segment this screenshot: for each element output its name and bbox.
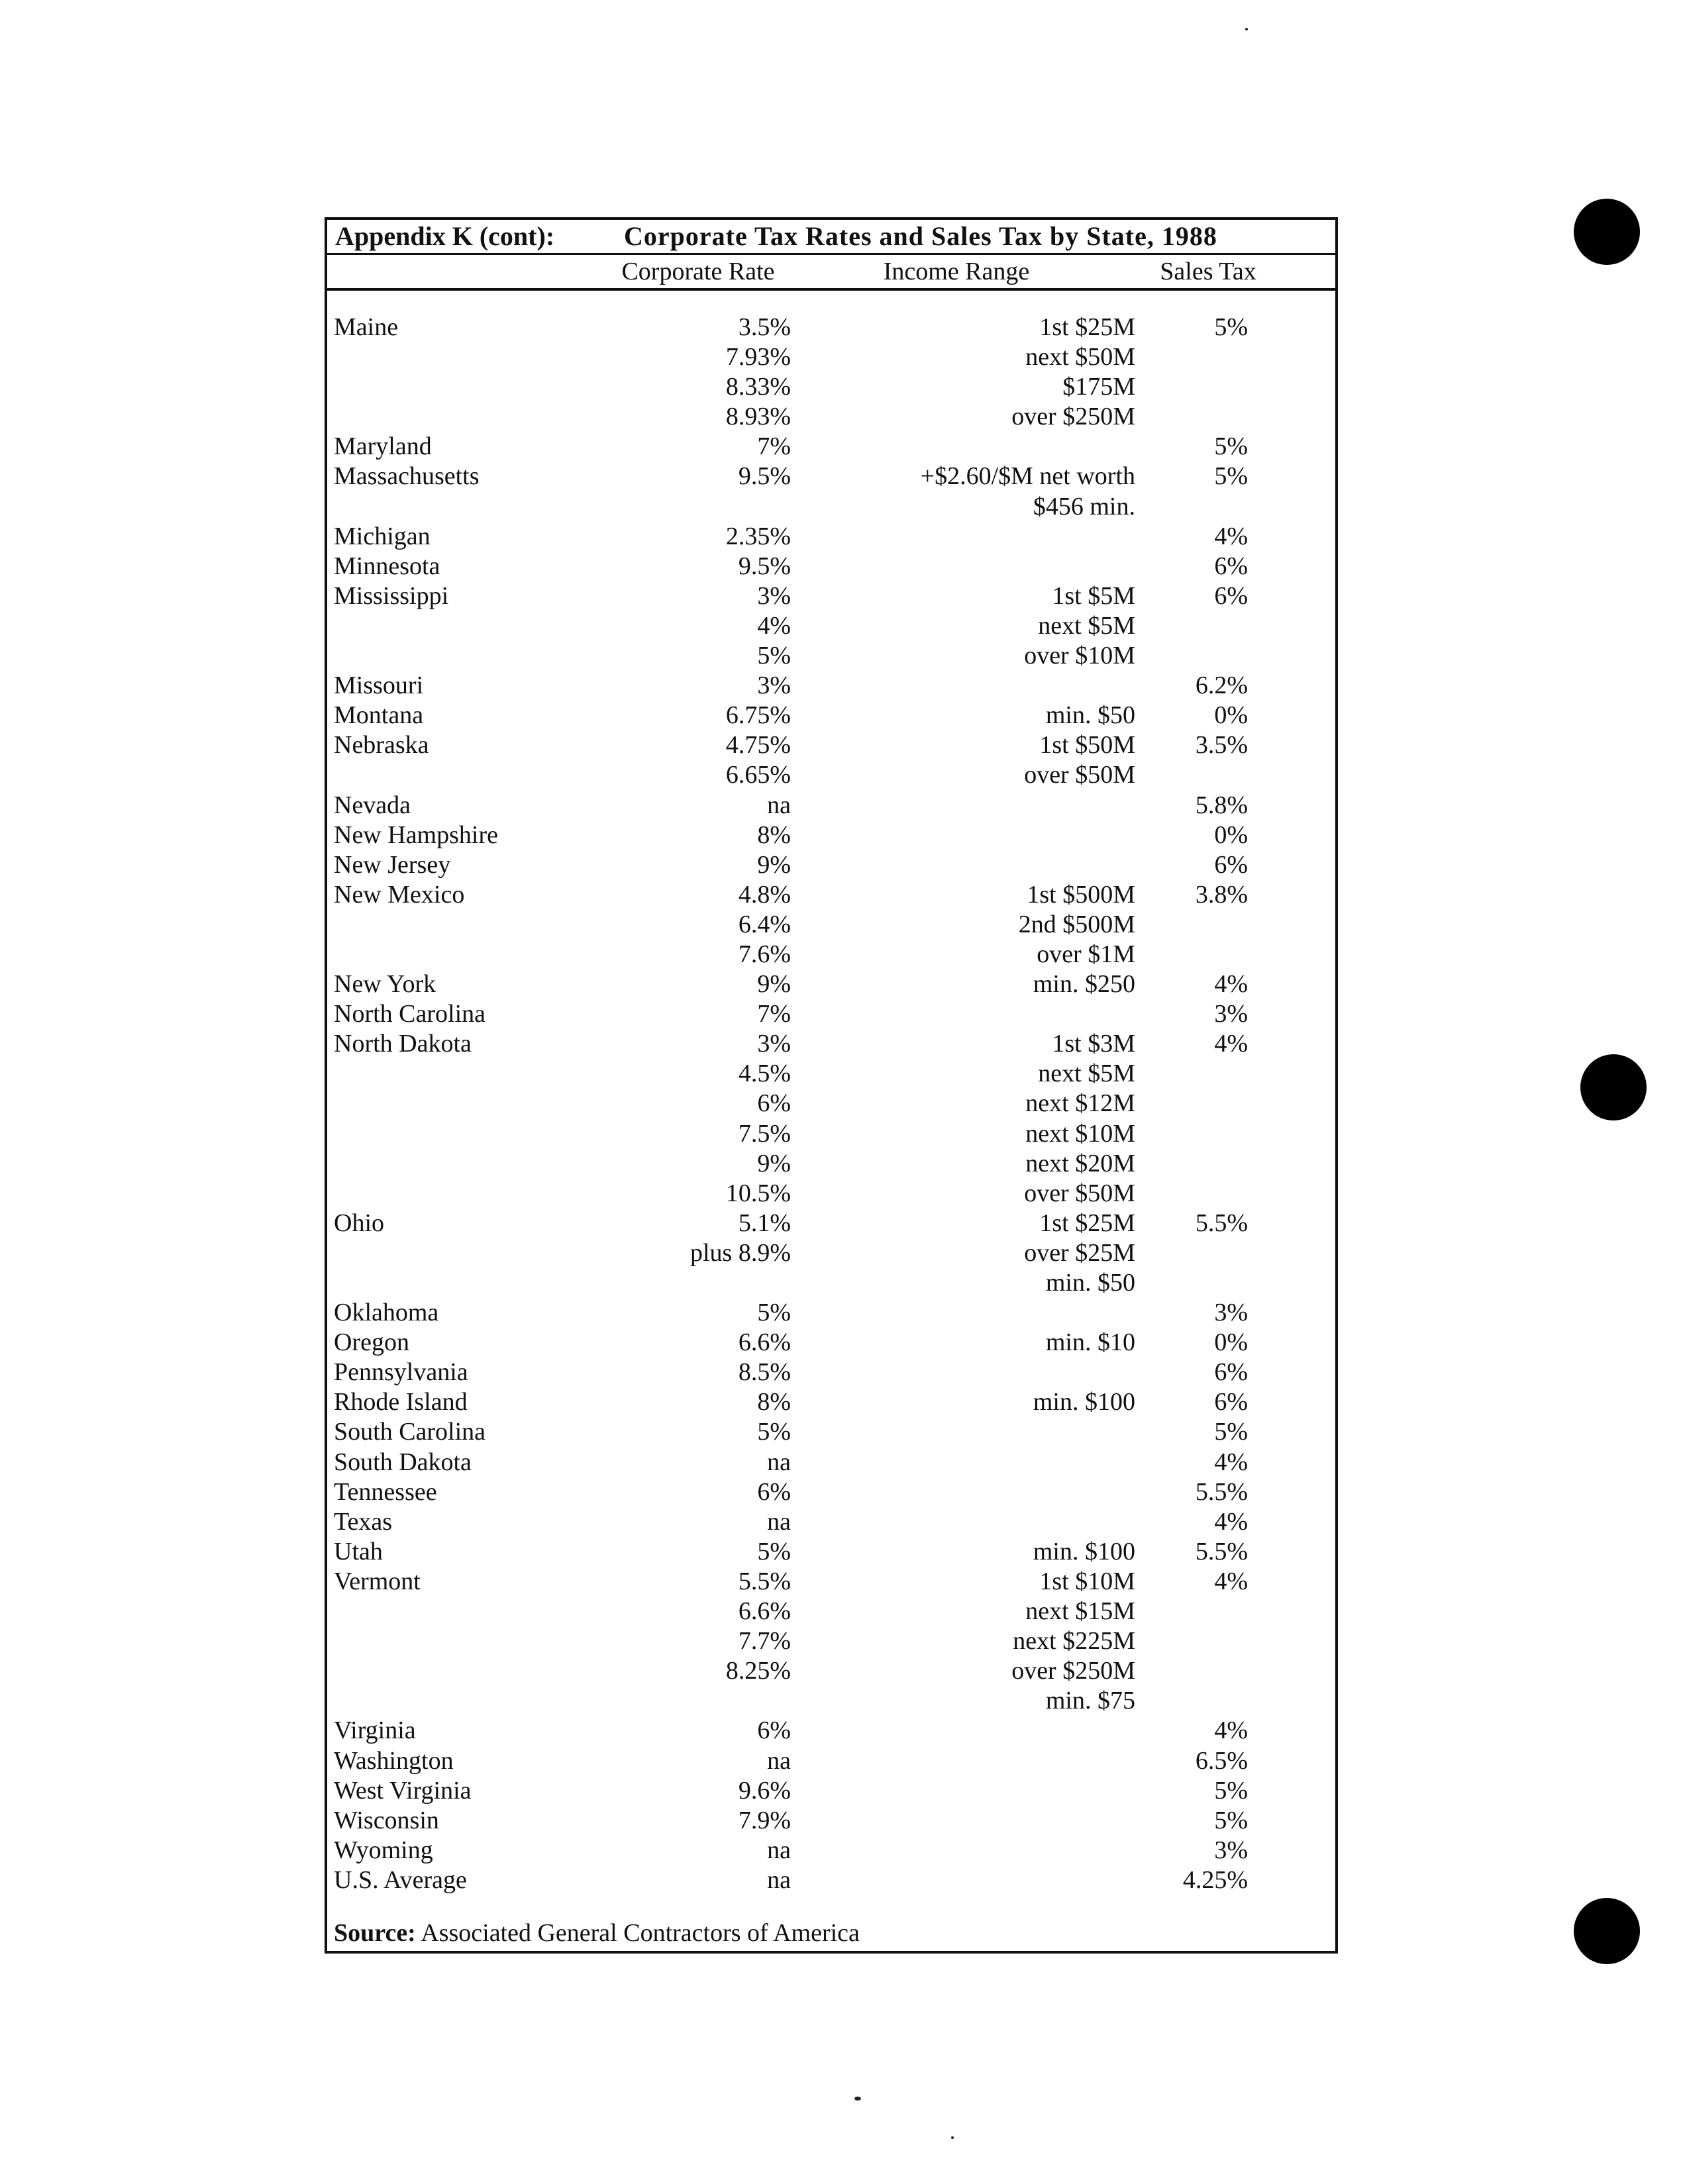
state-cell: Missouri	[334, 671, 424, 700]
sales-cell: 3.8%	[1195, 880, 1248, 909]
rate-cell: 8.93%	[725, 403, 791, 431]
sales-cell: 3%	[1214, 1299, 1248, 1327]
sales-cell: 0%	[1214, 701, 1248, 730]
state-cell: Mississippi	[334, 581, 449, 610]
sales-cell: 0%	[1214, 820, 1248, 849]
table-row	[327, 641, 1335, 671]
table-row	[327, 432, 1335, 462]
table-row	[327, 1507, 1335, 1537]
table-row	[327, 1597, 1335, 1626]
rate-cell: 3%	[757, 581, 791, 610]
rate-cell: plus 8.9%	[690, 1238, 791, 1267]
rate-cell: 6.65%	[725, 761, 791, 789]
rate-cell: 7.9%	[738, 1806, 791, 1834]
appendix-label: Appendix K (cont):	[335, 221, 555, 251]
range-cell: next $5M	[1038, 611, 1135, 640]
source-text: Associated General Contractors of America	[421, 1919, 860, 1947]
table-row	[327, 552, 1335, 581]
sales-cell: 6%	[1214, 1388, 1248, 1416]
range-cell: 1st $10M	[1039, 1567, 1135, 1595]
table-row	[327, 313, 1335, 342]
state-cell: Massachusetts	[334, 462, 480, 491]
table-row	[327, 760, 1335, 790]
table-row	[327, 1686, 1335, 1716]
table-row	[327, 1836, 1335, 1865]
range-cell: +$2.60/$M net worth	[920, 462, 1135, 491]
scan-speck	[854, 2097, 861, 2101]
state-cell: Tennessee	[334, 1477, 437, 1506]
state-cell: Nevada	[334, 791, 411, 819]
table-row	[327, 1448, 1335, 1477]
rate-cell: 4.75%	[725, 731, 791, 760]
table-row	[327, 969, 1335, 999]
range-cell: 1st $3M	[1052, 1030, 1135, 1058]
range-cell: 1st $25M	[1039, 313, 1135, 341]
rate-cell: na	[767, 1507, 791, 1536]
table-row	[327, 850, 1335, 880]
table-row	[327, 701, 1335, 730]
rate-cell: 7%	[757, 432, 791, 461]
sales-cell: 4.25%	[1182, 1865, 1248, 1894]
sales-cell: 5%	[1214, 432, 1248, 461]
table-row	[327, 1865, 1335, 1895]
sales-cell: 5.5%	[1195, 1209, 1248, 1237]
range-cell: min. $75	[1045, 1687, 1135, 1715]
state-cell: New Hampshire	[334, 820, 498, 849]
table-row	[327, 1567, 1335, 1597]
rate-cell: 9.6%	[738, 1776, 791, 1805]
rate-cell: 9%	[757, 850, 791, 879]
sales-cell: 4%	[1214, 970, 1248, 999]
range-cell: min. $250	[1033, 970, 1135, 999]
sales-cell: 5%	[1214, 1418, 1248, 1446]
rate-cell: na	[767, 791, 791, 819]
state-cell: Oklahoma	[334, 1299, 439, 1327]
rate-cell: 6%	[757, 1089, 791, 1118]
punch-hole-top	[1574, 199, 1640, 265]
rate-cell: 6.4%	[738, 910, 791, 938]
sales-cell: 6.2%	[1195, 671, 1248, 700]
table-row	[327, 880, 1335, 910]
state-cell: Vermont	[334, 1567, 421, 1595]
range-cell: next $5M	[1038, 1060, 1135, 1088]
rate-cell: 5%	[757, 1299, 791, 1327]
rate-cell: 8.25%	[725, 1657, 791, 1685]
range-cell: over $250M	[1011, 403, 1135, 431]
state-cell: South Carolina	[334, 1418, 486, 1446]
rate-cell: 6.6%	[738, 1328, 791, 1357]
sales-cell: 5%	[1214, 462, 1248, 491]
state-cell: North Carolina	[334, 1000, 486, 1028]
table-row	[327, 1358, 1335, 1387]
source-note	[334, 1918, 860, 1948]
scan-speck	[1245, 28, 1248, 30]
table-row	[327, 791, 1335, 820]
rate-cell: 10.5%	[725, 1179, 791, 1207]
sales-cell: 6.5%	[1195, 1746, 1248, 1775]
sales-cell: 4%	[1214, 1716, 1248, 1745]
state-cell: New York	[334, 970, 436, 999]
state-cell: Texas	[334, 1507, 393, 1536]
table-row	[327, 1119, 1335, 1149]
sales-cell: 4%	[1214, 522, 1248, 550]
range-cell: min. $100	[1033, 1537, 1135, 1565]
sales-cell: 5%	[1214, 1776, 1248, 1805]
header-corporate-rate: Corporate Rate	[621, 258, 775, 285]
rate-cell: na	[767, 1448, 791, 1476]
table-row	[327, 1806, 1335, 1836]
table-row	[327, 492, 1335, 522]
range-cell: 1st $500M	[1027, 880, 1135, 909]
rate-cell: 6.75%	[725, 701, 791, 730]
state-cell: Utah	[334, 1537, 383, 1565]
sales-cell: 3%	[1214, 1000, 1248, 1028]
state-cell: Wyoming	[334, 1836, 433, 1864]
table-title-bar	[327, 220, 1335, 255]
header-income-range: Income Range	[883, 258, 1030, 285]
table-row	[327, 1089, 1335, 1118]
rate-cell: 5%	[757, 642, 791, 670]
rate-cell: 8.33%	[725, 373, 791, 401]
rate-cell: 9%	[757, 970, 791, 999]
sales-cell: 0%	[1214, 1328, 1248, 1357]
rate-cell: 8%	[757, 820, 791, 849]
state-cell: North Dakota	[334, 1030, 472, 1058]
table-row	[327, 1268, 1335, 1298]
table-row	[327, 372, 1335, 402]
rate-cell: 3.5%	[738, 313, 791, 341]
table-row	[327, 820, 1335, 850]
table-body	[327, 313, 1335, 1895]
table-row	[327, 1537, 1335, 1567]
rate-cell: 5%	[757, 1418, 791, 1446]
state-cell: South Dakota	[334, 1448, 472, 1476]
table-row	[327, 462, 1335, 491]
rate-cell: 4%	[757, 611, 791, 640]
table-row	[327, 1059, 1335, 1089]
state-cell: Montana	[334, 701, 424, 730]
table-row	[327, 522, 1335, 552]
rate-cell: 6%	[757, 1716, 791, 1745]
state-cell: Minnesota	[334, 552, 440, 580]
rate-cell: 8.5%	[738, 1358, 791, 1387]
rate-cell: 7.6%	[738, 940, 791, 968]
header-sales-tax: Sales Tax	[1160, 258, 1256, 285]
sales-cell: 5%	[1214, 313, 1248, 341]
rate-cell: 7.7%	[738, 1627, 791, 1656]
table-row	[327, 671, 1335, 701]
table-row	[327, 1209, 1335, 1238]
punch-hole-middle	[1580, 1054, 1647, 1120]
table-row	[327, 1238, 1335, 1268]
range-cell: next $15M	[1025, 1597, 1135, 1626]
range-cell: min. $50	[1045, 701, 1135, 730]
rate-cell: 3%	[757, 671, 791, 700]
table-row	[327, 1477, 1335, 1507]
table-row	[327, 730, 1335, 760]
rate-cell: 7.93%	[725, 343, 791, 372]
rate-cell: 5.5%	[738, 1567, 791, 1595]
sales-cell: 6%	[1214, 581, 1248, 610]
table-row	[327, 1626, 1335, 1656]
sales-cell: 6%	[1214, 1358, 1248, 1387]
table-row	[327, 1179, 1335, 1209]
range-cell: 2nd $500M	[1018, 910, 1135, 938]
state-cell: West Virginia	[334, 1776, 472, 1805]
range-cell: next $225M	[1013, 1627, 1135, 1656]
table-title: Corporate Tax Rates and Sales Tax by State, 1988	[624, 221, 1217, 251]
sales-cell: 4%	[1214, 1567, 1248, 1595]
table-row	[327, 1149, 1335, 1179]
column-headers	[327, 255, 1335, 291]
table-row	[327, 1029, 1335, 1059]
range-cell: 1st $50M	[1039, 731, 1135, 760]
state-cell: Nebraska	[334, 731, 429, 760]
state-cell: New Jersey	[334, 850, 451, 879]
state-cell: Rhode Island	[334, 1388, 468, 1416]
sales-cell: 5%	[1214, 1806, 1248, 1834]
rate-cell: 2.35%	[725, 522, 791, 550]
table-row	[327, 940, 1335, 969]
table-row	[327, 402, 1335, 432]
range-cell: over $25M	[1024, 1238, 1135, 1267]
rate-cell: 9%	[757, 1149, 791, 1177]
sales-cell: 4%	[1214, 1448, 1248, 1476]
source-label: Source:	[334, 1919, 416, 1947]
rate-cell: 5.1%	[738, 1209, 791, 1237]
sales-cell: 4%	[1214, 1030, 1248, 1058]
range-cell: min. $10	[1045, 1328, 1135, 1357]
table-row	[327, 910, 1335, 940]
state-cell: U.S. Average	[334, 1865, 467, 1894]
punch-hole-bottom	[1574, 1898, 1640, 1964]
sales-cell: 4%	[1214, 1507, 1248, 1536]
range-cell: next $12M	[1025, 1089, 1135, 1118]
table-row	[327, 611, 1335, 641]
rate-cell: 7.5%	[738, 1119, 791, 1148]
rate-cell: 9.5%	[738, 552, 791, 580]
table-row	[327, 1298, 1335, 1328]
rate-cell: na	[767, 1746, 791, 1775]
sales-cell: 5.8%	[1195, 791, 1248, 819]
table-row	[327, 1776, 1335, 1806]
state-cell: Ohio	[334, 1209, 384, 1237]
table-row	[327, 1387, 1335, 1417]
rate-cell: 6%	[757, 1477, 791, 1506]
rate-cell: 5%	[757, 1537, 791, 1565]
rate-cell: 3%	[757, 1030, 791, 1058]
range-cell: over $1M	[1037, 940, 1135, 968]
state-cell: Wisconsin	[334, 1806, 439, 1834]
range-cell: over $10M	[1024, 642, 1135, 670]
range-cell: 1st $25M	[1039, 1209, 1135, 1237]
rate-cell: na	[767, 1865, 791, 1894]
state-cell: Maine	[334, 313, 399, 341]
range-cell: over $250M	[1011, 1657, 1135, 1685]
rate-cell: 7%	[757, 1000, 791, 1028]
table-row	[327, 1746, 1335, 1776]
range-cell: next $50M	[1025, 343, 1135, 372]
state-cell: Pennsylvania	[334, 1358, 468, 1387]
range-cell: $456 min.	[1033, 492, 1135, 521]
table-row	[327, 342, 1335, 372]
state-cell: Virginia	[334, 1716, 416, 1745]
rate-cell: 8%	[757, 1388, 791, 1416]
scan-speck	[951, 2136, 954, 2139]
rate-cell: na	[767, 1836, 791, 1864]
sales-cell: 3%	[1214, 1836, 1248, 1864]
state-cell: Washington	[334, 1746, 454, 1775]
sales-cell: 6%	[1214, 850, 1248, 879]
range-cell: next $10M	[1025, 1119, 1135, 1148]
range-cell: next $20M	[1025, 1149, 1135, 1177]
sales-cell: 5.5%	[1195, 1477, 1248, 1506]
table-row	[327, 1656, 1335, 1686]
range-cell: min. $100	[1033, 1388, 1135, 1416]
range-cell: over $50M	[1024, 761, 1135, 789]
state-cell: Michigan	[334, 522, 431, 550]
range-cell: over $50M	[1024, 1179, 1135, 1207]
rate-cell: 6.6%	[738, 1597, 791, 1626]
sales-cell: 6%	[1214, 552, 1248, 580]
table-row	[327, 999, 1335, 1029]
sales-cell: 5.5%	[1195, 1537, 1248, 1565]
table-row	[327, 1417, 1335, 1447]
table-row	[327, 1716, 1335, 1746]
state-cell: Oregon	[334, 1328, 409, 1357]
state-cell: Maryland	[334, 432, 432, 461]
rate-cell: 4.5%	[738, 1060, 791, 1088]
table-row	[327, 581, 1335, 611]
table-row	[327, 1328, 1335, 1358]
range-cell: min. $50	[1045, 1269, 1135, 1297]
range-cell: $175M	[1062, 373, 1135, 401]
rate-cell: 4.8%	[738, 880, 791, 909]
range-cell: 1st $5M	[1052, 581, 1135, 610]
rate-cell: 9.5%	[738, 462, 791, 491]
tax-table	[325, 217, 1338, 1954]
state-cell: New Mexico	[334, 880, 465, 909]
sales-cell: 3.5%	[1195, 731, 1248, 760]
